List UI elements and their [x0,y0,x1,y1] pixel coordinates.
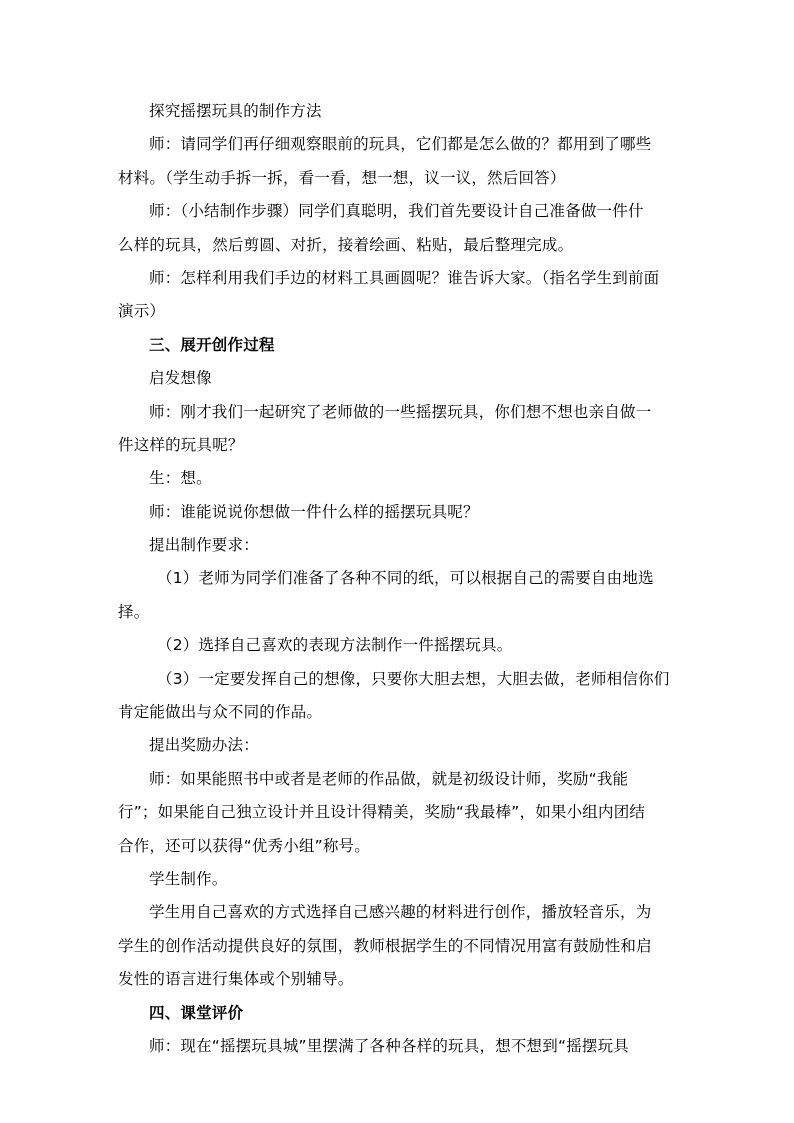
paragraph-line: 材料。（学生动手拆一拆，看一看，想一想，议一议，然后回答） [118,168,566,187]
paragraph-line: 发性的语言进行集体或个别辅导。 [118,970,354,989]
paragraph-line: 生：想。 [149,469,212,488]
document-body [118,99,678,1067]
paragraph-line: 师：谁能说说你想做一件什么样的摇摆玩具呢？ [149,502,479,521]
paragraph-line: 择。 [118,602,150,621]
section-subheading: 学生制作。 [149,869,228,888]
section-heading: 四、课堂评价 [149,1003,244,1022]
section-subheading: 探究摇摆玩具的制作方法 [149,102,322,120]
section-subheading: 提出奖励办法： [149,736,259,755]
paragraph-line: 学生用自己喜欢的方式选择自己感兴趣的材料进行创作，播放轻音乐，为 [149,903,652,922]
paragraph-line: 师：请同学们再仔细观察眼前的玩具，它们都是怎么做的？都用到了哪些 [149,135,652,154]
paragraph-line: 演示） [118,302,166,321]
section-subheading: 启发想像 [149,369,212,388]
paragraph-line: 师：如果能照书中或者是老师的作品做，就是初级设计师，奖励“我能 [149,769,629,788]
section-subheading: 提出制作要求： [149,536,259,555]
paragraph-line: 师：（小结制作步骤）同学们真聪明，我们首先要设计自己准备做一件什 [149,202,644,221]
list-item: （2）选择自己喜欢的表现方法制作一件摇摆玩具。 [157,636,513,655]
paragraph-line: 行”；如果能自己独立设计并且设计得精美，奖励“我最棒”，如果小组内团结 [118,803,646,822]
list-item: （1）老师为同学们准备了各种不同的纸，可以根据自己的需要自由地选 [157,569,654,588]
list-item: （3）一定要发挥自己的想像，只要你大胆去想，大胆去做，老师相信你们 [157,669,670,688]
paragraph-line: 学生的创作活动提供良好的氛围，教师根据学生的不同情况用富有鼓励性和启 [118,936,652,955]
paragraph-line: 么样的玩具，然后剪圆、对折，接着绘画、粘贴，最后整理完成。 [118,235,574,254]
paragraph-line: 师：刚才我们一起研究了老师做的一些摇摆玩具，你们想不想也亲自做一 [149,402,652,421]
paragraph-line: 肯定能做出与众不同的作品。 [118,703,323,722]
paragraph-line: 师：怎样利用我们手边的材料工具画圆呢？谁告诉大家。（指名学生到前面 [149,268,660,287]
paragraph-line: 合作，还可以获得“优秀小组”称号。 [118,836,370,855]
section-heading: 三、展开创作过程 [149,335,275,354]
paragraph-line: 件这样的玩具呢？ [118,435,244,454]
paragraph-line: 师：现在“摇摆玩具城”里摆满了各种各样的玩具，想不想到“摇摆玩具 [149,1036,629,1055]
